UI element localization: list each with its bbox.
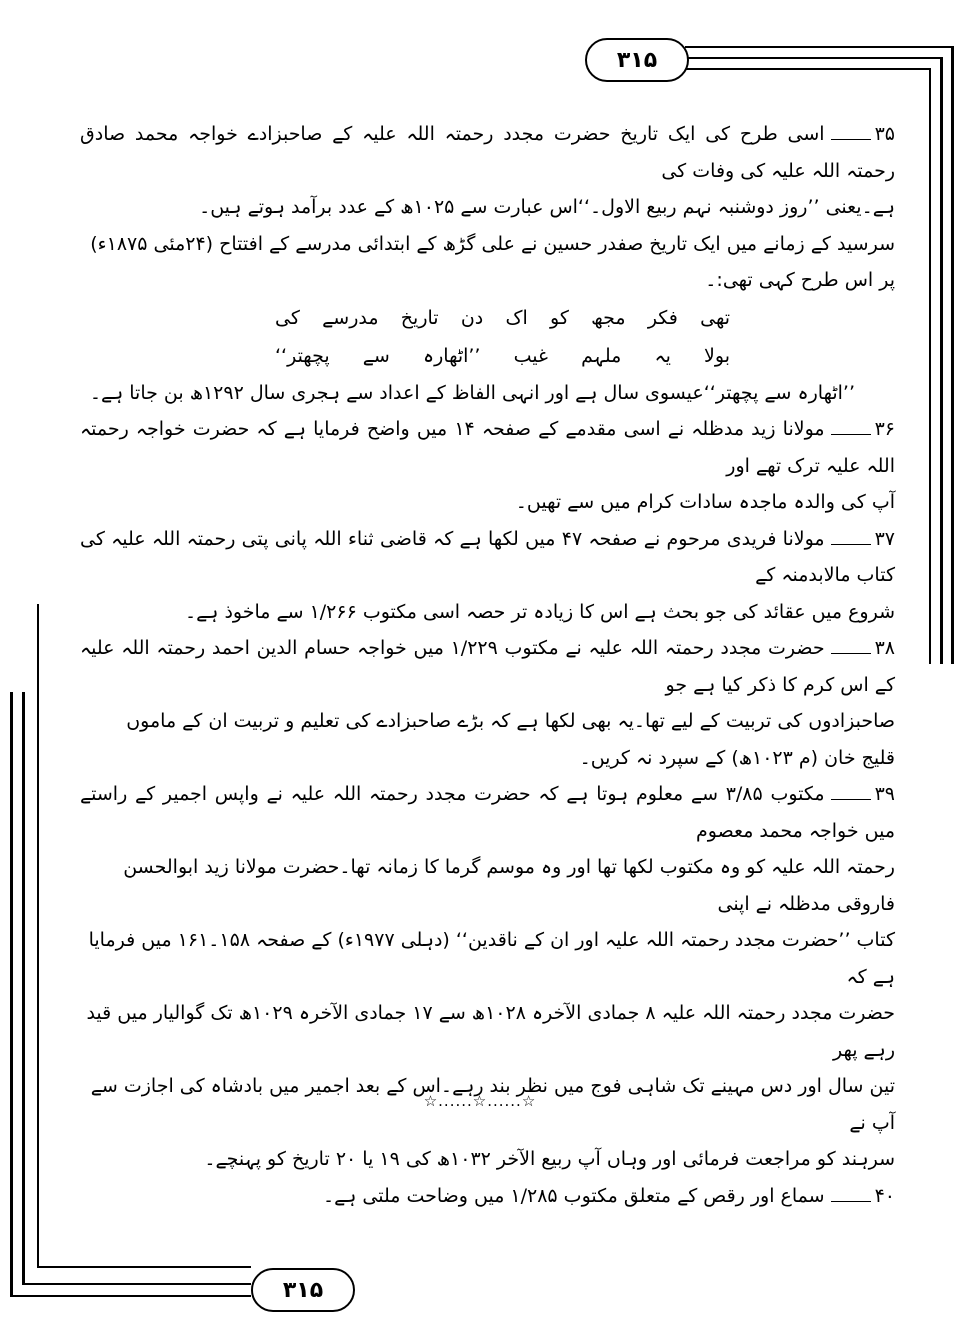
page-number-top-text: ۳۱۵ [616,47,658,73]
note-line: تین سال اور دس مہینے تک شاہی فوج میں نظر بند رہے۔اس کے بعد اجمیر میں بادشاہ کی اجازت سے آپ نے [90,1075,895,1134]
frame-left-line-outer [10,692,13,1296]
verse-note: ’’اٹھارہ سے پچھتر‘‘عیسوی سال ہے اور انہی الفاظ کے اعداد سے ہجری سال ۱۲۹۲ھ بن جاتا ہے۔ [89,381,855,404]
note-line: مولانا فریدی مرحوم نے صفحہ ۴۷ میں لکھا ہے کہ قاضی ثناء اللہ پانی پتی رحمتہ اللہ علیہ کی کتاب مالابدمنہ کے [80,527,895,586]
note-line: آپ کی والدہ ماجدہ سادات کرام میں سے تھیں۔ [515,491,895,513]
note-entry-39 [80,776,895,849]
note-line: قلیج خان (م ۱۰۲۳ھ) کے سپرد نہ کریں۔ [579,746,895,769]
verse-line-2: بولا یہ ملہم غیب ’’اٹھارہ سے پچھتر‘‘ [275,344,730,367]
note-line: سماع اور رقص کے متعلق مکتوب ۱/۲۸۵ میں وضاحت ملتی ہے۔ [322,1184,825,1207]
page-number-top [585,38,689,82]
note-line: حضرت مجدد رحمتہ اللہ علیہ ۸ جمادی الآخرہ ۱۰۲۸ھ سے ۱۷ جمادی الآخرہ ۱۰۲۹ھ تک گوالیار میں قید رہے پھر [86,1002,895,1061]
note-line: رحمتہ اللہ علیہ کو وہ مکتوب لکھا تھا اور وہ موسم گرما کا زمانہ تھا۔حضرت مولانا زید ابوالحسن فاروقی مدظلہ نے اپنی [123,856,895,915]
sirsyed-line: پر اس طرح کہی تھی:۔ [705,269,895,291]
frame-bottom-line-outer [10,1295,251,1297]
page-number-bottom [251,1268,355,1312]
note-line: کتاب ’’حضرت مجدد رحمتہ اللہ علیہ اور ان کے ناقدین‘‘ (دہلی ۱۹۷۷ء) کے صفحہ ۱۵۸۔۱۶۱ میں فرمایا ہے کہ [88,929,895,988]
frame-right-line-outer [951,46,954,664]
note-number: ۳۶ [874,418,895,440]
note-entry-37 [80,521,895,594]
note-line: سرہند کو مراجعت فرمائی اور وہاں آپ ربیع الآخر ۱۰۳۲ھ کی ۱۹ یا ۲۰ تاریخ کو پہنچے۔ [204,1148,895,1170]
frame-bottom-line-inner [37,1266,251,1268]
note-line: ہے۔یعنی ’’روز دوشنبہ نہم ربیع الاول۔‘‘اس عبارت سے ۱۰۲۵ھ کے عدد برآمد ہوتے ہیں۔ [199,196,895,218]
note-number: ۴۰ [874,1184,895,1207]
frame-top-line-inner2 [685,68,931,70]
frame-top-line-inner [685,57,942,59]
note-entry-40 [80,1178,895,1215]
frame-bottom-line-mid [22,1283,251,1285]
note-line: مولانا زید مدظلہ نے اسی مقدمے کے صفحہ ۱۴ میں واضح فرمایا ہے کہ حضرت خواجہ رحمتہ اللہ علیہ ترک تھے اور [80,418,895,477]
note-number: ۳۷ [874,527,896,550]
page-content [80,116,895,1214]
note-entry-38 [80,630,895,703]
frame-top-line-outer [685,46,953,48]
verse-line-1: تھی فکر مجھ کو اک دن تاریخ مدرسے کی [275,306,730,329]
note-number: ۳۹ [874,783,895,805]
note-entry-35 [80,116,895,189]
note-line: حضرت مجدد رحمتہ اللہ علیہ نے مکتوب ۱/۲۲۹ میں خواجہ حسام الدین احمد رحمتہ اللہ علیہ کے اس کرم کا ذکر کیا ہے جو [80,637,895,696]
note-line: صاحبزادوں کی تربیت کے لیے تھا۔یہ بھی لکھا ہے کہ بڑے صاحبزادے کی تعلیم و تربیت ان کے ماموں [126,710,895,732]
frame-right-line-mid [940,57,943,664]
note-line: شروع میں عقائد کی جو بحث ہے اس کا زیادہ تر حصہ اسی مکتوب ۱/۲۶۶ سے ماخوذ ہے۔ [185,600,895,623]
note-line: مکتوب ۳/۸۵ سے معلوم ہوتا ہے کہ حضرت مجدد رحمتہ اللہ علیہ نے واپس اجمیر کے راستے میں خواجہ محمد معصوم [80,783,895,842]
frame-left-line-inner [37,604,39,1267]
note-number: ۳۸ [874,637,896,659]
sirsyed-line: سرسید کے زمانے میں ایک تاریخ صفدر حسین نے علی گڑھ کے ابتدائی مدرسے کے افتتاح (۲۴مئی ۱۸۷۵ء) [90,232,895,255]
note-entry-36 [80,411,895,484]
end-ornament: ☆......☆......☆ [423,1092,537,1110]
note-line: اسی طرح کی ایک تاریخ حضرت مجدد رحمتہ اللہ علیہ کے صاحبزادے خواجہ محمد صادق رحمتہ اللہ علیہ کی وفات کی [80,123,895,182]
note-number: ۳۵ [874,123,895,145]
frame-left-line-mid [22,692,25,1284]
frame-right-line-inner [929,68,931,664]
page-number-bottom-text: ۳۱۵ [282,1277,324,1303]
